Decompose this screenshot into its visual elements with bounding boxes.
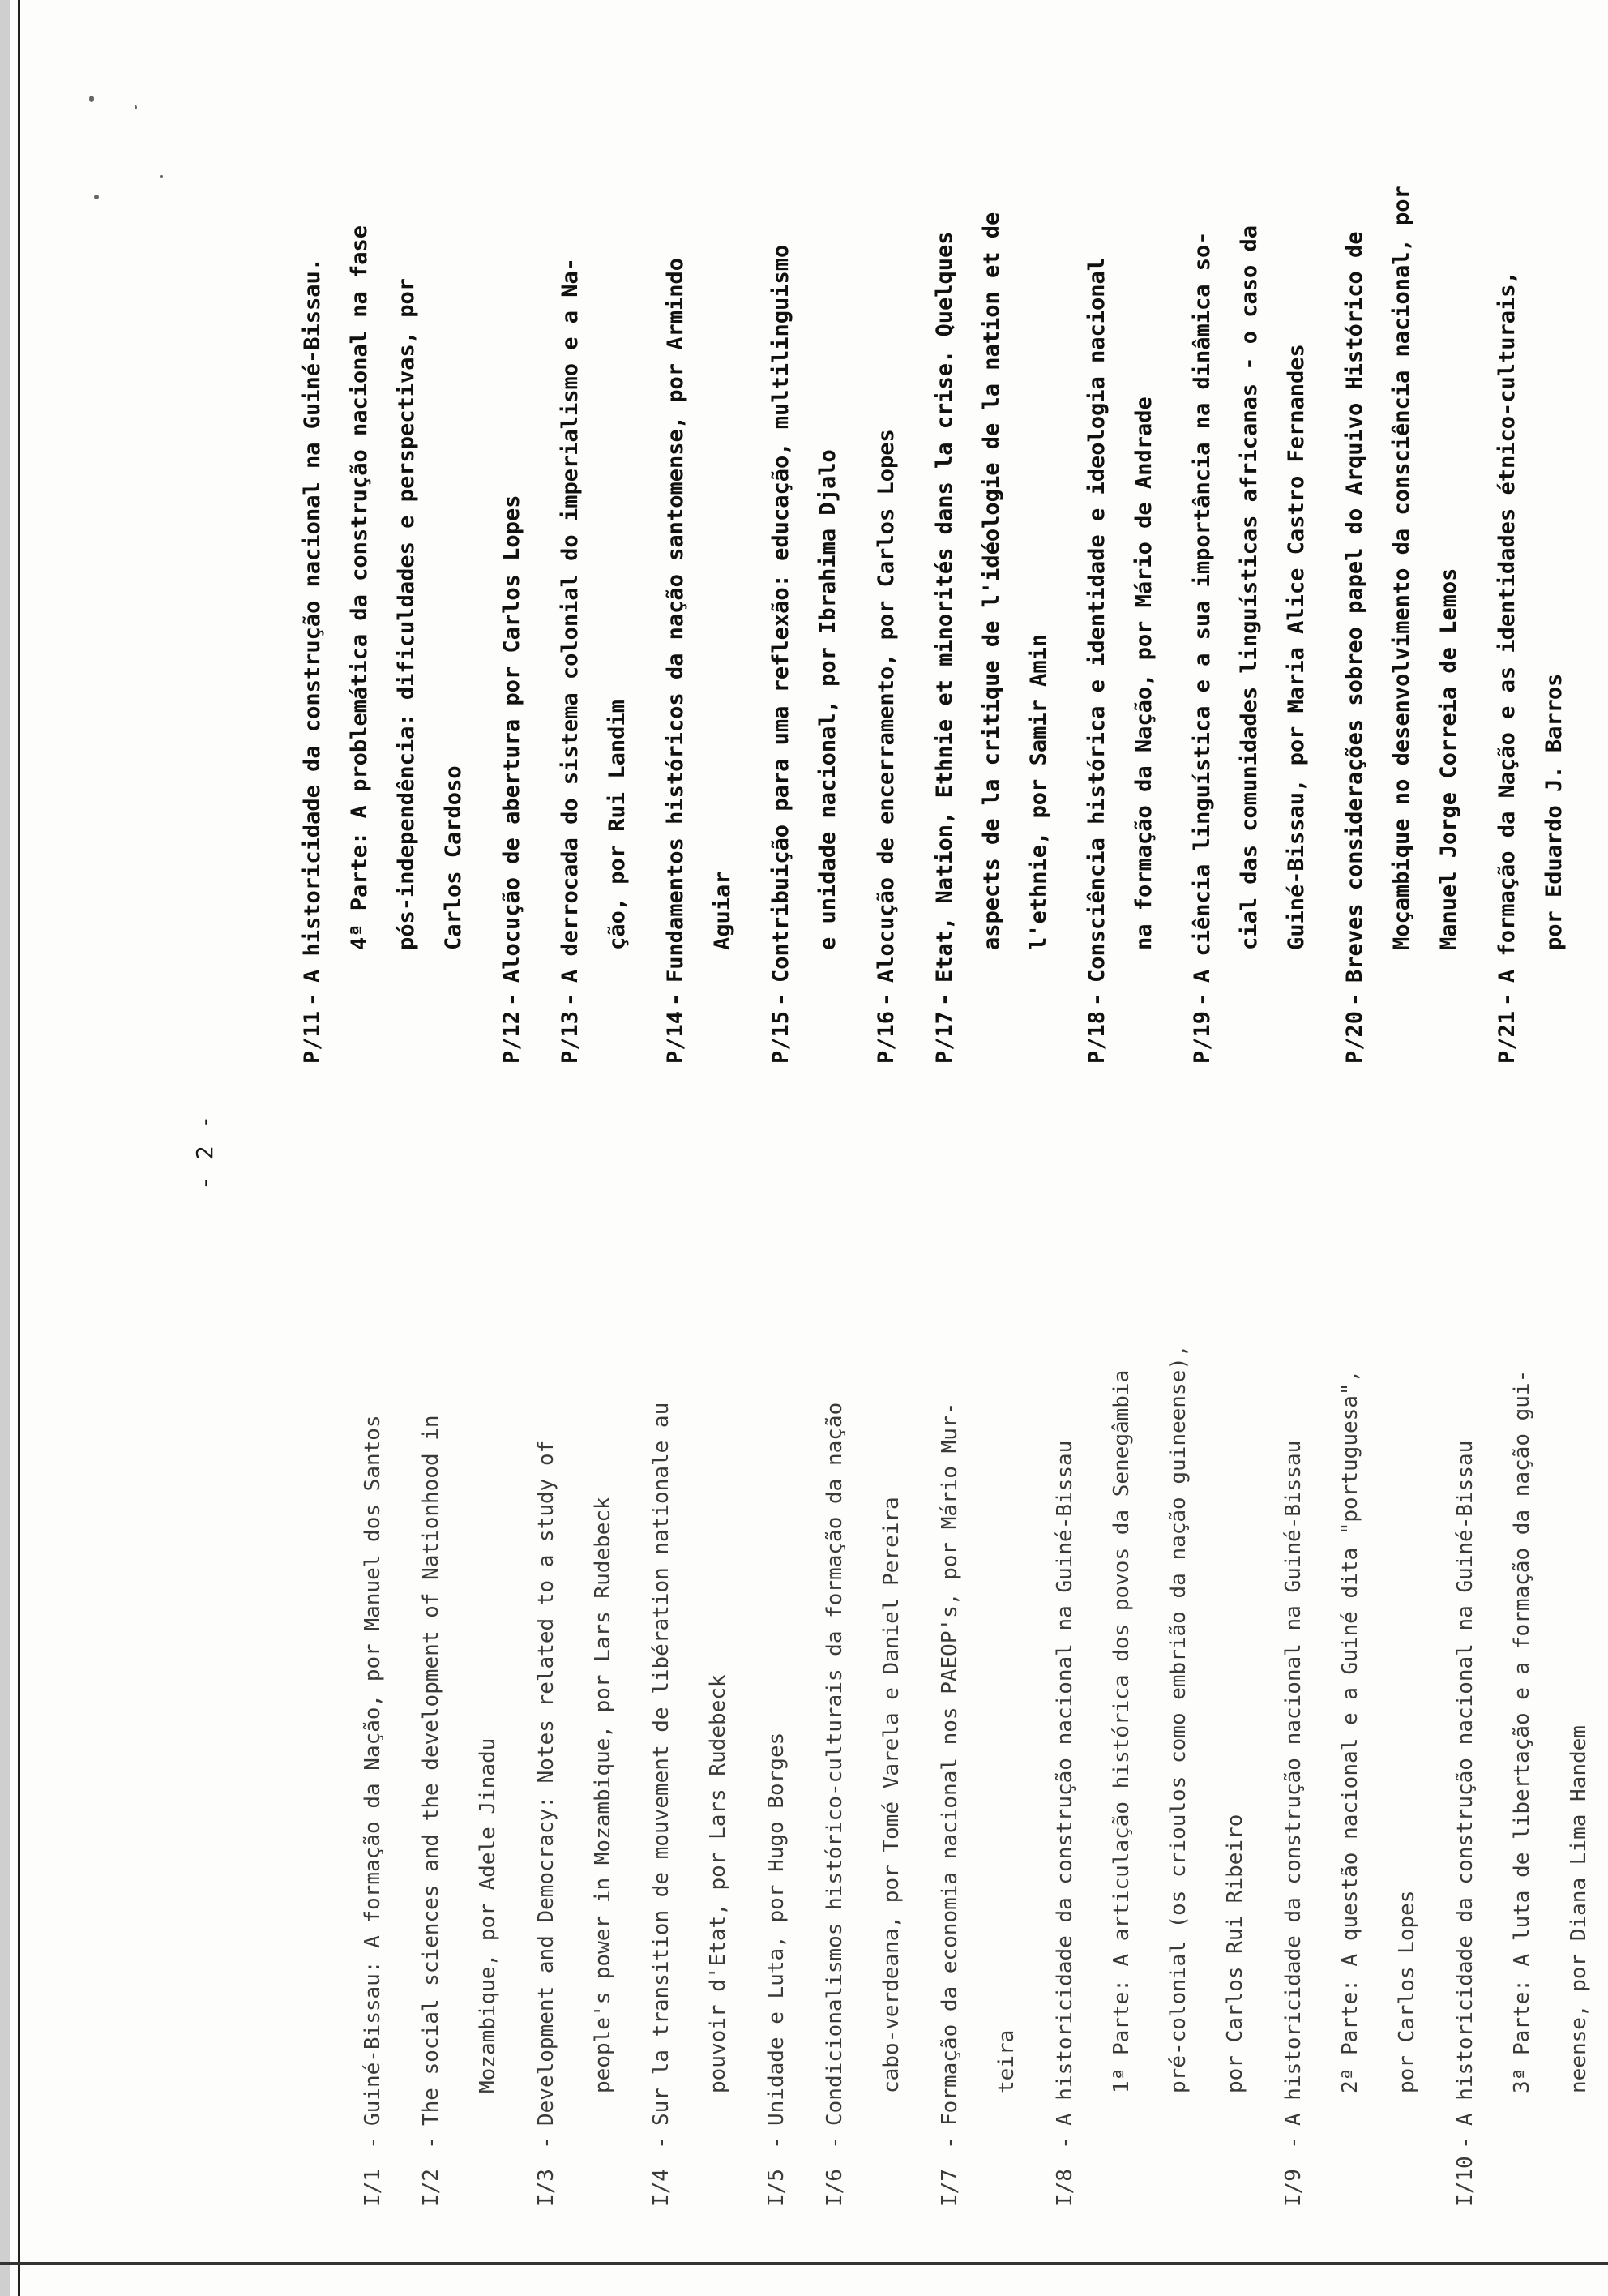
entry-dash: -: [534, 2136, 558, 2149]
entry-line: A derrocada do sistema colonial do imperialismo e a Na-: [558, 257, 583, 983]
entry-dash: -: [823, 2136, 847, 2149]
entry-line: l'ethnie, por Samir Amin: [1026, 633, 1051, 950]
entry-line: aspects de la critique de l'idéologie de la nation et de: [979, 212, 1004, 950]
entry-line: pós-independência: dificuldades e perspectivas, por: [394, 277, 419, 950]
entry-code: P/18: [1084, 1010, 1110, 1064]
entry-dash: -: [932, 992, 957, 1007]
entry-line: Sur la transition de mouvement de libération nationale au: [649, 1402, 674, 2126]
entry-line: Consciência histórica e identidade e ideologia nacional: [1084, 257, 1110, 983]
entry-line: Breves considerações sobreo papel do Arquivo Histórico de: [1342, 231, 1367, 983]
entry-line: Manuel Jorge Correia de Lemos: [1436, 568, 1461, 950]
entry-dash: -: [558, 992, 583, 1007]
entry-line: por Eduardo J. Barros: [1542, 673, 1567, 950]
entry-code: P/16: [874, 1010, 899, 1064]
entry-dash: -: [499, 992, 524, 1007]
entry-line: cial das comunidades linguísticas africanas - o caso da: [1237, 225, 1262, 950]
entry-code: P/11: [300, 1010, 325, 1064]
entry-line: Fundamentos históricos da nação santomense, por Armindo: [663, 257, 688, 983]
entry-line: Contribuição para uma reflexão: educação, multilinguismo: [768, 244, 793, 983]
entry-dash: -: [1053, 2136, 1077, 2149]
entry-code: P/21: [1495, 1010, 1520, 1064]
entry-line: na formação da Nação, por Mário de Andrade: [1131, 396, 1157, 950]
entry-dash: -: [361, 2136, 385, 2149]
entry-line: ção, por Rui Landim: [605, 700, 630, 950]
entry-line: A formação da Nação e as identidades étnico-culturais,: [1495, 271, 1520, 983]
entry-dash: -: [1342, 992, 1367, 1007]
entry-code: I/7: [938, 2169, 962, 2207]
entry-line: Mozambique, por Adele Jinadu: [476, 1737, 500, 2093]
entry-line: 2ª Parte: A questão nacional e a Guiné dita "portuguesa",: [1338, 1369, 1362, 2093]
entry-code: P/13: [558, 1010, 583, 1064]
entry-dash: -: [874, 992, 899, 1007]
entry-dash: -: [1084, 992, 1110, 1007]
entry-dash: -: [764, 2136, 789, 2149]
entry-line: pouvoir d'Etat, por Lars Rudebeck: [706, 1674, 730, 2093]
entry-code: I/4: [649, 2169, 674, 2207]
page-number: - 2 -: [191, 1113, 218, 1190]
entry-line: Alocução de abertura por Carlos Lopes: [499, 495, 524, 983]
entry-line: neense, por Diana Lima Handem: [1567, 1725, 1591, 2093]
entry-line: Moçambique no desenvolvimento da consciência nacional, por: [1389, 186, 1414, 950]
entry-dash: -: [419, 2136, 443, 2149]
entry-line: por Carlos Rui Ribeiro: [1223, 1814, 1247, 2093]
entry-line: por Carlos Lopes: [1395, 1890, 1419, 2093]
entry-code: P/19: [1190, 1010, 1215, 1064]
entry-line: 1ª Parte: A articulação histórica dos povos da Senegâmbia: [1110, 1369, 1134, 2093]
entry-code: I/6: [823, 2169, 847, 2207]
entry-code: I/2: [419, 2169, 443, 2207]
entry-line: Aguiar: [710, 871, 735, 950]
entry-line: Development and Democracy: Notes related to a study of: [534, 1440, 558, 2126]
entry-code: I/3: [534, 2169, 558, 2207]
entry-line: cabo-verdeana, por Tomé Varela e Daniel Pereira: [879, 1497, 904, 2093]
entry-line: The social sciences and the development of Nationhood in: [419, 1415, 443, 2126]
entry-line: 3ª Parte: A luta de libertação e a formação da nação gui-: [1510, 1369, 1534, 2093]
entry-line: Alocução de encerramento, por Carlos Lopes: [874, 429, 899, 983]
entry-code: P/14: [663, 1010, 688, 1064]
entry-line: A historicidade da construção nacional na Guiné-Bissau.: [300, 257, 325, 983]
entry-code: P/17: [932, 1010, 957, 1064]
entry-line: A historicidade da construção nacional na Guiné-Bissau: [1053, 1440, 1077, 2126]
entry-line: people's power in Mozambique, por Lars Rudebeck: [591, 1497, 615, 2093]
entry-code: P/15: [768, 1010, 793, 1064]
entry-line: Carlos Cardoso: [441, 765, 466, 950]
entry-dash: -: [1453, 2136, 1478, 2149]
entry-dash: -: [649, 2136, 674, 2149]
entry-line: A historicidade da construção nacional na Guiné-Bissau: [1453, 1440, 1478, 2126]
entry-dash: -: [938, 2136, 962, 2149]
entry-code: I/10: [1453, 2156, 1478, 2207]
entry-line: Formação da economia nacional nos PAEOP's, por Mário Mur-: [938, 1402, 962, 2126]
entry-dash: -: [300, 992, 325, 1007]
entry-line: Guiné-Bissau, por Maria Alice Castro Fernandes: [1284, 344, 1309, 950]
entry-dash: -: [768, 992, 793, 1007]
entry-dash: -: [1190, 992, 1215, 1007]
entry-code: I/5: [764, 2169, 789, 2207]
entry-dash: -: [663, 992, 688, 1007]
entry-line: pré-colonial (os crioulos como embrião da nação guineense),: [1166, 1344, 1191, 2093]
entry-line: Etat, Nation, Ethnie et minorités dans la crise. Quelques: [932, 231, 957, 983]
entry-line: 4ª Parte: A problemática da construção nacional na fase: [347, 225, 372, 950]
entry-line: Unidade e Luta, por Hugo Borges: [764, 1732, 789, 2126]
entry-code: P/12: [499, 1010, 524, 1064]
entry-line: A ciência linguística e a sua importância na dinâmica so-: [1190, 231, 1215, 983]
entry-code: I/8: [1053, 2169, 1077, 2207]
entry-line: Condicionalismos histórico-culturais da formação da nação: [823, 1402, 847, 2126]
entry-line: teira: [994, 2029, 1019, 2093]
entry-code: I/1: [361, 2169, 385, 2207]
entry-line: A historicidade da construção nacional na Guiné-Bissau: [1281, 1440, 1306, 2126]
entry-dash: -: [1281, 2136, 1306, 2149]
entry-line: e unidade nacional, por Ibrahima Djalo: [815, 449, 840, 950]
entry-code: P/20: [1342, 1010, 1367, 1064]
entry-code: I/9: [1281, 2169, 1306, 2207]
entry-line: Guiné-Bissau: A formação da Nação, por Manuel dos Santos: [361, 1415, 385, 2126]
entry-dash: -: [1495, 992, 1520, 1007]
